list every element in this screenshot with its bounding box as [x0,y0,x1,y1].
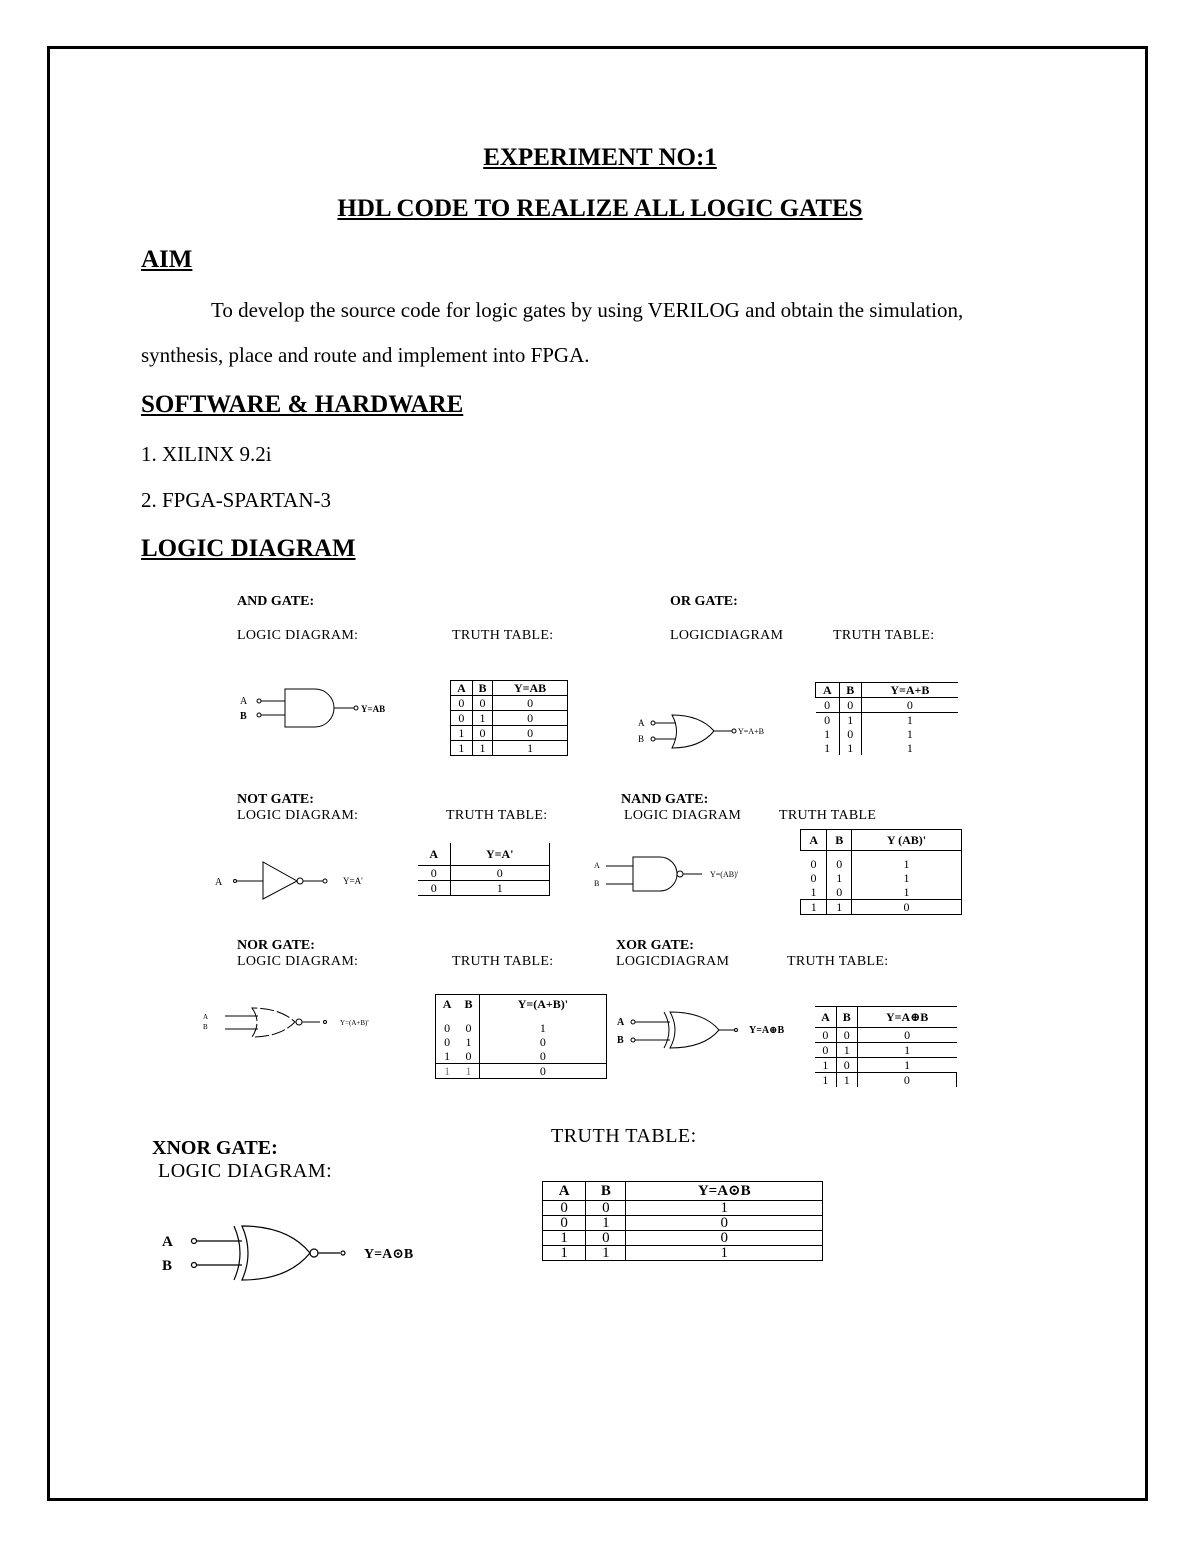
nor-header-a: A [436,995,459,1014]
table-row: 1 1 0 [436,1064,607,1079]
table-row: 0 1 0 [436,1035,607,1049]
logic-diagram-heading: LOGIC DIAGRAM [141,535,356,562]
table-row: 1 1 0 [801,900,962,915]
not-header-y: Y=A' [450,843,550,866]
software-item-2: 2. FPGA-SPARTAN-3 [141,488,331,512]
table-row: 0 1 1 [816,713,959,728]
nor-diagram-label: LOGIC DIAGRAM: [237,954,359,969]
table-row: 1 0 0 [451,726,568,741]
xnor-header-b: B [586,1182,626,1201]
and-truth-table [450,680,568,756]
page-title: HDL CODE TO REALIZE ALL LOGIC GATES [337,195,863,222]
table-row: 1 0 0 [436,1049,607,1064]
xnor-input-a-label: A [162,1234,173,1250]
table-row: 0 1 1 [801,871,962,885]
and-header-a: A [451,681,473,696]
xor-input-a-label: A [617,1017,625,1028]
nor-truth-table [435,994,607,1079]
nor-table-label: TRUTH TABLE: [452,954,554,969]
xnor-truth-table [542,1181,823,1261]
nand-header-y: Y (AB)' [852,830,962,851]
aim-heading: AIM [141,246,193,273]
table-row: 1 1 1 [543,1246,823,1261]
or-header-y: Y=A+B [890,683,930,697]
xor-table-label: TRUTH TABLE: [787,954,889,969]
xor-header-y: Y=A⊕B [886,1010,929,1024]
nand-gate-title: NAND GATE: [621,792,709,807]
table-row: 0 0 1 [543,1201,823,1216]
nor-header-y: Y=(A+B)' [479,995,606,1014]
nor-gate-title: NOR GATE: [237,938,315,953]
xnor-gate-symbol [160,1220,450,1285]
xor-header-b: B [836,1007,857,1028]
or-input-a-label: A [638,718,645,728]
table-row: 1 0 0 [543,1231,823,1246]
and-header-y: Y=AB [493,681,568,696]
not-header-a: A [418,843,450,866]
or-header-b: B [839,683,861,698]
and-diagram-label: LOGIC DIAGRAM: [237,628,359,643]
nand-gate-symbol [590,852,760,897]
xor-gate-title: XOR GATE: [616,938,694,953]
table-row: 0 0 [418,866,550,881]
nand-header-b: B [827,830,852,851]
or-input-b-label: B [638,734,645,744]
nand-input-a-label: A [594,861,600,870]
nand-input-b-label: B [594,879,600,888]
table-row: 0 1 0 [451,711,568,726]
table-row: 1 0 1 [816,727,959,741]
not-gate-symbol [213,857,383,902]
table-row: 1 1 0 [815,1073,957,1088]
table-row: 1 0 1 [801,885,962,900]
xnor-input-b-label: B [162,1258,173,1274]
xor-input-b-label: B [617,1035,624,1046]
and-input-a-label: A [240,696,248,707]
xor-header-a: A [815,1007,836,1028]
xor-truth-table [815,1006,957,1087]
nand-output-label: Y=(AB)' [710,870,739,879]
experiment-number: EXPERIMENT NO:1 [483,144,717,171]
nor-gate-symbol [200,1005,400,1045]
table-row: 0 0 0 [815,1028,957,1043]
table-row: 1 0 1 [815,1058,957,1073]
or-header-a: A [816,683,840,698]
and-output-label: Y=AB [361,704,386,714]
xor-diagram-label: LOGICDIAGRAM [616,954,730,969]
table-row: 1 1 1 [451,741,568,756]
xnor-diagram-label: LOGIC DIAGRAM: [158,1160,333,1182]
nand-header-a: A [801,830,827,851]
xnor-header-a: A [543,1182,586,1201]
nor-input-b-label: B [203,1023,208,1031]
not-diagram-label: LOGIC DIAGRAM: [237,808,359,823]
xor-output-label: Y=A⊕B [749,1025,785,1036]
xnor-output-label: Y=A⊙B [364,1247,414,1262]
not-truth-table [418,843,550,896]
not-table-label: TRUTH TABLE: [446,808,548,823]
aim-text-line-2: synthesis, place and route and implement into FPGA. [141,343,590,367]
not-input-a-label: A [215,877,223,888]
software-heading: SOFTWARE & HARDWARE [141,391,464,418]
xnor-table-label: TRUTH TABLE: [551,1125,697,1147]
and-table-label: TRUTH TABLE: [452,628,554,643]
xnor-header-y: Y=A⊙B [626,1182,823,1201]
table-row: 0 1 1 [815,1043,957,1058]
table-row: 0 0 0 [816,698,959,713]
nor-input-a-label: A [203,1013,209,1021]
table-row: 0 0 0 [451,696,568,711]
xnor-gate-title: XNOR GATE: [152,1137,278,1159]
and-header-b: B [472,681,492,696]
and-input-b-label: B [240,711,247,722]
or-truth-table [815,682,958,755]
and-gate-title: AND GATE: [237,594,315,609]
nor-header-b: B [458,995,479,1014]
nand-diagram-label: LOGIC DIAGRAM [624,808,742,823]
not-gate-title: NOT GATE: [237,792,314,807]
or-gate-title: OR GATE: [670,594,738,609]
and-gate-symbol [235,685,405,735]
xor-gate-symbol [614,1008,804,1053]
not-output-label: Y=A' [343,876,363,886]
software-item-1: 1. XILINX 9.2i [141,442,272,466]
or-diagram-label: LOGICDIAGRAM [670,628,784,643]
table-row: 0 1 [418,881,550,896]
nand-table-label: TRUTH TABLE [779,808,877,823]
nand-truth-table [800,829,962,915]
table-row: 1 1 1 [816,741,959,755]
or-output-label: Y=A+B [738,727,764,736]
table-row: 0 0 1 [801,851,962,872]
or-gate-symbol [636,712,786,757]
table-row: 0 1 0 [543,1216,823,1231]
table-row: 0 0 1 [436,1013,607,1035]
or-table-label: TRUTH TABLE: [833,628,935,643]
aim-text-line-1: To develop the source code for logic gates by using VERILOG and obtain the simulation, [211,298,964,322]
nor-output-label: Y=(A+B)' [340,1019,369,1027]
